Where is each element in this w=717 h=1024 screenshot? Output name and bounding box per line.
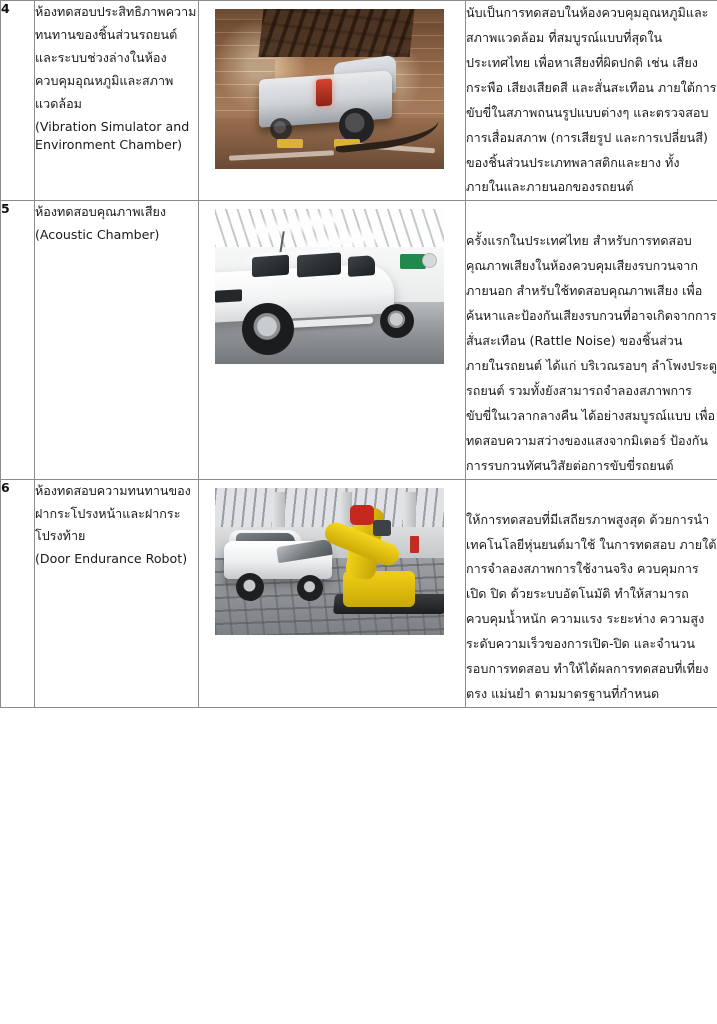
- facility-name-thai: ห้องทดสอบความทนทานของฝากระโปรงหน้าและฝากระโปรงท้าย: [35, 482, 191, 544]
- facility-description: นับเป็นการทดสอบในห้องควบคุมอุณหภูมิและสภาพแวดล้อม ที่สมบูรณ์แบบที่สุดในประเทศไทย เพื่อหาเสียงที่ผิดปกติ เช่น เสียงกระพือ เสียงเสียดสี และสั่นสะเทือน ภายใต้การขับขี่ในสภาพถนนรูปแบบต่างๆ และตรวจสอบการเสื่อมสภาพ (การเสียรูป และการเปลี่ยนสี) ของชิ้นส่วนประเภทพลาสติกและยาง ทั้งภายในและภายนอกของรถยนต์: [466, 5, 717, 195]
- row-number-cell: [1, 479, 35, 707]
- facility-photo-cell: [199, 201, 466, 479]
- truck-rear-door-window: [297, 253, 341, 278]
- facility-name-thai: ห้องทดสอบประสิทธิภาพความทนทานของชิ้นส่วนรถยนต์และระบบช่วงล่างในห้องควบคุมอุณหภูมิและสภาพแวดล้อม: [35, 4, 197, 111]
- facility-photo-cell: [199, 1, 466, 201]
- suv-wheel-rear: [236, 573, 264, 601]
- row-number-cell: [1, 1, 35, 201]
- table-row: [1, 1, 717, 201]
- facility-name-english: (Vibration Simulator and Environment Chamber): [35, 118, 190, 152]
- facility-name-cell: [35, 201, 199, 479]
- photo-wrapper: [199, 480, 465, 635]
- row-number-cell: [1, 201, 35, 479]
- table-row: [1, 201, 717, 479]
- facility-name-thai: ห้องทดสอบคุณภาพเสียง: [35, 204, 167, 220]
- facility-description: ให้การทดสอบที่มีเสถียรภาพสูงสุด ด้วยการนำเทคโนโลยีหุ่นยนต์มาใช้ ในการทดสอบ ภายใต้การจำลองสภาพการใช้งานจริง ควบคุมการเปิด ปิด ด้วยระบบอัตโนมัติ ทำให้สามารถควบคุมน้ำหนัก ความแรง ระยะห่าง ความสูง ระดับความเร็วของการเปิด-ปิด และจำนวนรอบการทดสอบ ทำให้ได้ผลการทดสอบที่เที่ยงตรง แม่นยำ ตามมาตรฐานที่กำหนด: [466, 511, 717, 702]
- facility-photo-cell: [199, 479, 466, 707]
- truck-front-door-window: [348, 255, 375, 277]
- fire-extinguisher-icon: [410, 536, 419, 553]
- row-number: 6: [1, 479, 10, 495]
- facility-name-cell: [35, 479, 199, 707]
- chamber-ceiling-grid: [258, 9, 414, 57]
- row-number: 5: [1, 201, 10, 217]
- truck-rear-window: [252, 255, 289, 278]
- facility-name-english: (Acoustic Chamber): [35, 227, 160, 243]
- facility-description-cell: [466, 201, 717, 479]
- test-jack-left: [277, 139, 303, 148]
- robot-end-effector: [373, 520, 391, 536]
- acoustic-chamber-photo: [215, 209, 444, 364]
- facility-description: ครั้งแรกในประเทศไทย สำหรับการทดสอบคุณภาพเสียงในห้องควบคุมเสียงรบกวนจากภายนอก สำหรับใช้ทดสอบคุณภาพเสียง เพื่อค้นหาและป้องกันเสียงรบกวนที่อาจเกิดจากการสั่นสะเทือน (Rattle Noise) ของชิ้นส่วนภายในรถยนต์ ได้แก่ บริเวณรอบๆ ลำโพงประตูรถยนต์ รวมทั้งยังสามารถจำลองสภาพการขับขี่ในเวลากลางคืน ได้อย่างสมบูรณ์แบบ เพื่อทดสอบความสว่างของแสงจากมิเตอร์ ป้องกันการรบกวนทัศนวิสัยต่อการขับขี่รถยนต์: [466, 233, 717, 473]
- robot-wrist-joint: [350, 505, 374, 525]
- row-number: 4: [1, 1, 10, 16]
- facility-name-english: (Door Endurance Robot): [35, 551, 188, 567]
- truck-taillight: [316, 79, 332, 107]
- truck-wheel-front: [270, 118, 292, 140]
- vibration-chamber-photo: [215, 9, 444, 169]
- photo-wrapper: [199, 201, 465, 364]
- facility-description-cell: [466, 1, 717, 201]
- facility-description-cell: [466, 479, 717, 707]
- facility-name-cell: [35, 1, 199, 201]
- table-row: [1, 479, 717, 707]
- truck-bed-decal: [215, 289, 242, 303]
- door-endurance-robot-photo: [215, 488, 444, 635]
- wall-fixture: [422, 253, 437, 268]
- truck-wheel-front: [380, 304, 414, 338]
- photo-wrapper: [199, 1, 465, 169]
